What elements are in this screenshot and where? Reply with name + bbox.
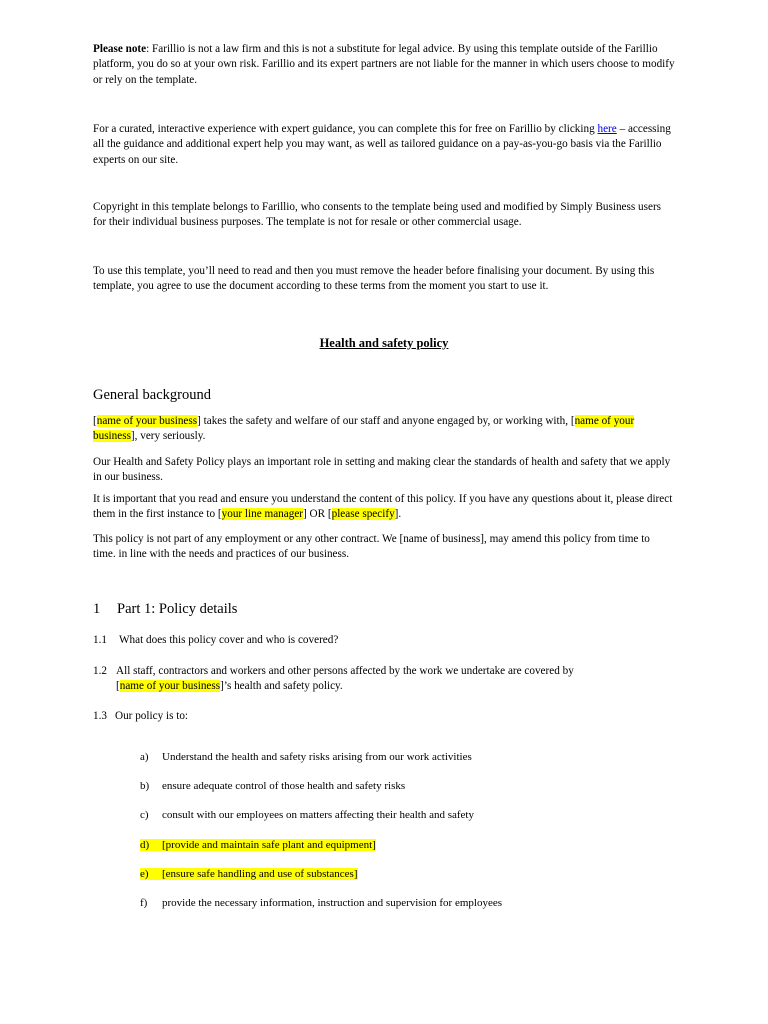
- list-item-content: [140, 839, 376, 851]
- list-item: [140, 867, 358, 882]
- gb3-text-b: ] OR [: [303, 508, 332, 521]
- list-item-text: consult with our employees on matters affecting their health and safety: [162, 809, 474, 821]
- list-item: [140, 838, 376, 853]
- list-item-text: [ensure safe handling and use of substances]: [162, 868, 358, 880]
- list-item-label: c): [140, 809, 149, 821]
- gb-paragraph-1: [93, 414, 675, 445]
- curated-pre: For a curated, interactive experience with expert guidance, you can complete this for free on Farillio by clicking: [93, 123, 598, 135]
- list-item-text: ensure adequate control of those health and safety risks: [162, 780, 406, 792]
- placeholder-business-name: name of your business: [96, 415, 198, 427]
- section-number: 1.1: [93, 634, 107, 646]
- list-item-text: provide the necessary information, instruction and supervision for employees: [162, 897, 502, 909]
- gb3-text-c: ].: [394, 508, 402, 521]
- note-label: Please note: [93, 43, 147, 55]
- s12-bracket: [: [116, 680, 120, 692]
- list-item-label: a): [140, 751, 149, 763]
- curated-post: – accessing all the guidance and additional expert help you may want, as well as tailored guidance on a pay-as-you-go basis via the Farillio experts on our site.: [93, 123, 671, 166]
- part-1-heading: [93, 601, 237, 618]
- gb-paragraph-4: This policy is not part of any employment or any other contract. We [name of business], may amend this policy from time to time. in line with the needs and practices of our business.: [93, 533, 650, 561]
- list-item-text: [provide and maintain safe plant and equipment]: [162, 839, 376, 851]
- section-text: All staff, contractors and workers and other persons affected by the work we undertake are covered by: [116, 665, 574, 677]
- list-item-text: Understand the health and safety risks arising from our work activities: [162, 751, 472, 763]
- list-item-label: d): [140, 839, 150, 851]
- part-1-title: Part 1: Policy details: [117, 601, 238, 617]
- list-item-content: [140, 897, 502, 909]
- section-number: 1.3: [93, 710, 107, 722]
- list-item-label: e): [140, 868, 149, 880]
- gb-paragraph-2: Our Health and Safety Policy plays an important role in setting and making clear the standards of health and safety that we apply in our business.: [93, 456, 671, 484]
- placeholder-business-name: name of your business: [93, 415, 635, 443]
- section-1-2: [93, 664, 663, 679]
- general-background-heading: General background: [93, 387, 211, 403]
- list-item-content: [140, 751, 472, 763]
- list-item: [140, 808, 474, 823]
- list-item-label: f): [140, 897, 148, 909]
- s12-text-end: ]’s health and safety policy.: [220, 680, 343, 692]
- disclaimer-note: [93, 42, 675, 88]
- here-link[interactable]: here: [597, 123, 617, 135]
- placeholder-please-specify: please specify: [331, 508, 395, 521]
- gb1-text-a: [: [93, 415, 97, 427]
- note-text: : Farillio is not a law firm and this is not a substitute for legal advice. By using this template outside of the Farillio platform, you do so at your own risk. Farillio and its expert partners are not liable for the manner in which users choose to modify or rely on the template.: [93, 43, 675, 86]
- section-number: 1.2: [93, 665, 107, 677]
- list-item-content: [140, 809, 474, 821]
- placeholder-line-manager: your line manager: [221, 508, 304, 521]
- list-item: [140, 896, 502, 911]
- list-item-content: [140, 868, 358, 880]
- curated-paragraph: [93, 122, 675, 168]
- usage-paragraph: To use this template, you’ll need to read and then you must remove the header before finalising your document. By using this template, you agree to use the document according to these terms from the moment you start to use it.: [93, 265, 655, 293]
- gb3-text-a: It is important that you read and ensure you understand the content of this policy. If you have any questions about it, please direct them in the first instance to [: [93, 493, 673, 521]
- part-1-number: 1: [93, 601, 101, 617]
- section-1-2-cont: [116, 679, 698, 694]
- placeholder-business-name: name of your business: [119, 680, 221, 692]
- section-text: Our policy is to:: [115, 710, 189, 722]
- gb1-text-b: ] takes the safety and welfare of our staff and anyone engaged by, or working with, [: [197, 415, 575, 427]
- list-item-label: b): [140, 780, 150, 792]
- gb1-text-c: ], very seriously.: [130, 430, 206, 443]
- section-1-3: [93, 709, 675, 724]
- list-item: [140, 750, 472, 765]
- copyright-paragraph: Copyright in this template belongs to Farillio, who consents to the template being used and modified by Simply Business users for their individual business purposes. The template is not for resale or other commercial usage.: [93, 201, 662, 229]
- document-title: Health and safety policy: [319, 336, 449, 350]
- list-item-content: [140, 780, 405, 792]
- section-text: What does this policy cover and who is covered?: [119, 634, 339, 646]
- gb-paragraph-3: [93, 492, 675, 523]
- section-1-1: [93, 633, 675, 648]
- list-item: [140, 779, 405, 794]
